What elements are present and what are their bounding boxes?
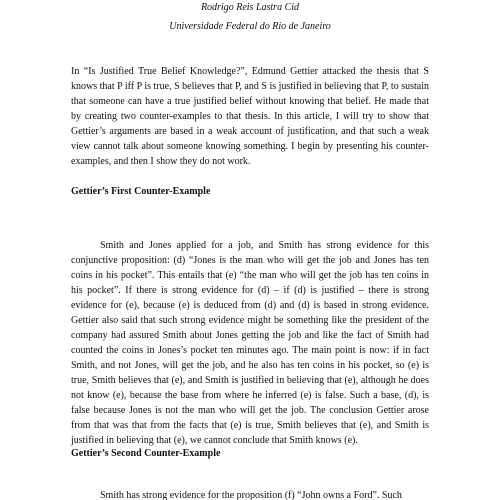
section-heading-second-counter-example: Gettier’s Second Counter-Example xyxy=(71,448,221,459)
author-affiliation: Universidade Federal do Rio de Janeiro xyxy=(169,21,331,32)
second-counter-example-paragraph: Smith has strong evidence for the proposition (f) “John owns a Ford”. Such xyxy=(100,490,402,500)
section-heading-first-counter-example: Gettier’s First Counter-Example xyxy=(71,186,211,197)
first-counter-example-paragraph: Smith and Jones applied for a job, and Smith has strong evidence for this conjunctive proposition: (d) “Jones is the man who will get the job and Jones has ten coins in his pocket”. This entails that (e) “the man who will get the job has ten coins in his pocket”. If there is strong evidence for (d) – if (d) is justified – there is strong evidence for (e), because (e) is deduced from (d) and (d) is based in strong evidence. Gettier also said that such strong evidence might be something like the president of the company had assured Smith about Jones getting the job and like the fact of Smith had counted the coins in Jones’s pocket ten minutes ago. The main point is now: if in fact Smith, and not Jones, will get the job, and he also has ten coins in his pocket, so (e) is true, Smith believes that (e), and Smith is justified in believing that (e), although he does not know (e), because the base from where he inferred (e) is false. Such a base, (d), is false because Jones is not the man who will get the job. The conclusion Gettier arose from that was that from the facts that (e) is true, Smith believes that (e), and Smith is justified in believing that (e), we cannot conclude that Smith knows (e). xyxy=(71,240,429,446)
author-name: Rodrigo Reis Lastra Cid xyxy=(200,2,300,13)
intro-paragraph: In “Is Justified True Belief Knowledge?”, Edmund Gettier attacked the thesis that S knows that P iff P is true, S believes that P, and S is justified in believing that P, to sustain that someone can have a true justified belief without knowing that belief. He made that by creating two counter-examples to that thesis. In this article, I will try to show that Gettier’s arguments are based in a weak account of justification, and that such a weak view cannot talk about someone knowing something. I begin by presenting his counter-examples, and then I show they do not work. xyxy=(71,66,429,167)
